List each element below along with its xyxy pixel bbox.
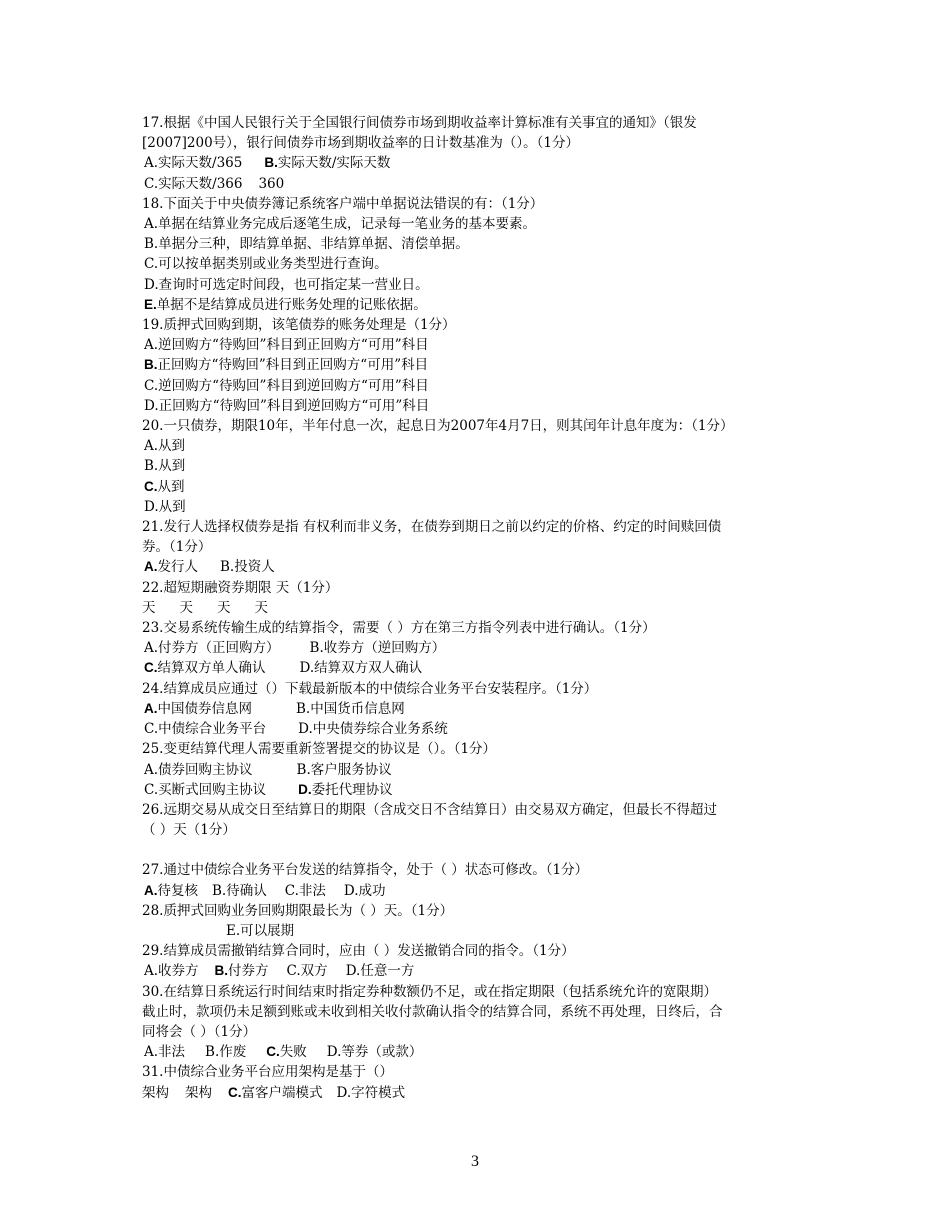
q30-stem-line1: 30.在结算日系统运行时间结束时指定券种数额仍不足，或在指定期限（包括系统允许的宽限期） <box>142 983 717 1000</box>
q26-stem-line2: （ ）天（1分） <box>142 822 236 839</box>
q21-option-a: 发行人 <box>157 559 198 576</box>
q30-answer-letter: C. <box>266 1044 280 1060</box>
q17-option-c: C.实际天数/366 <box>144 175 243 192</box>
q27-option-d: D.成功 <box>343 882 386 899</box>
q23-option-a: A.付券方（正回购方） <box>144 640 280 657</box>
q23-answer-letter: C. <box>144 660 158 676</box>
q25-options-row1 <box>142 760 810 780</box>
q22-option-3: 天 <box>217 599 231 616</box>
q27-stem: 27.通过中债综合业务平台发送的结算指令，处于（ ）状态可修改。（1分） <box>142 862 589 879</box>
q23-option-b: B.收券方（逆回购方） <box>309 640 446 657</box>
q20-option-c-row <box>142 477 810 497</box>
q18-option-e: 单据不是结算成员进行账务处理的记账依据。 <box>156 296 427 313</box>
q30-options-row <box>142 1042 810 1062</box>
page-number: 3 <box>471 1153 479 1170</box>
q22-option-2: 天 <box>179 599 193 616</box>
q23-stem: 23.交易系统传输生成的结算指令，需要（ ）方在第三方指令列表中进行确认。（1分） <box>142 620 656 637</box>
q27-option-c: C.非法 <box>284 882 326 899</box>
q29-stem: 29.结算成员需撤销结算合同时，应由（ ）发送撤销合同的指令。（1分） <box>142 943 575 960</box>
q31-option-b: 架构 <box>185 1084 212 1101</box>
q19-option-b-row <box>142 355 810 375</box>
q20-option-a: A.从到 <box>144 438 186 455</box>
q18-option-d: D.查询时可选定时间段，也可指定某一营业日。 <box>144 276 429 293</box>
q25-option-c: C.买断式回购主协议 <box>144 781 267 798</box>
q24-options-row2 <box>142 719 810 739</box>
q28-option-e: E.可以展期 <box>226 922 295 939</box>
q22-options-row <box>142 598 810 618</box>
q31-answer-letter: C. <box>228 1084 242 1100</box>
q27-options-row <box>142 881 810 901</box>
q28-stem: 28.质押式回购业务回购期限最长为（ ）天。（1分） <box>142 902 454 919</box>
q17-answer-letter: B. <box>264 155 278 171</box>
q25-options-row2 <box>142 780 810 800</box>
q29-option-b: 付券方 <box>228 963 269 980</box>
q30-option-d: D.等券（或款） <box>326 1044 423 1061</box>
q24-option-d: D.中央债券综合业务系统 <box>298 721 448 738</box>
q25-option-a: A.债券回购主协议 <box>144 761 253 778</box>
q23-options-row1 <box>142 638 810 658</box>
q23-options-row2 <box>142 658 810 678</box>
q30-option-a: A.非法 <box>144 1044 186 1061</box>
q27-option-b: B.待确认 <box>212 882 267 899</box>
q17-stem-line2: [2007]200号），银行间债券市场到期收益率的日计数基准为（）。（1分） <box>142 135 579 152</box>
q23-option-d: D.结算双方双人确认 <box>299 660 423 677</box>
q21-options-row <box>142 557 810 577</box>
q31-stem: 31.中债综合业务平台应用架构是基于（） <box>142 1064 393 1081</box>
q31-option-d: D.字符模式 <box>336 1084 406 1101</box>
q25-option-d: 委托代理协议 <box>311 781 393 798</box>
q18-stem: 18.下面关于中央债券簿记系统客户端中单据说法错误的有：（1分） <box>142 195 544 212</box>
q17-option-b: 实际天数/实际天数 <box>277 155 391 172</box>
q18-option-a: A.单据在结算业务完成后逐笔生成，记录每一笔业务的基本要素。 <box>144 216 537 233</box>
q30-option-c: 失败 <box>279 1044 307 1061</box>
q21-answer-letter: A. <box>144 559 158 575</box>
q30-stem-line3: 同将会（ ）（1分） <box>142 1023 257 1040</box>
q18-option-b: B.单据分三种，即结算单据、非结算单据、清偿单据。 <box>144 236 469 253</box>
q21-stem-line1: 21.发行人选择权债券是指 有权利而非义务，在债券到期日之前以约定的价格、约定的时间赎回债 <box>142 519 722 536</box>
q29-option-c: C.双方 <box>286 963 328 980</box>
q29-option-a: A.收券方 <box>144 963 199 980</box>
q17-option-d: 360 <box>258 175 285 192</box>
q19-option-a: A.逆回购方“待购回”科目到正回购方“可用”科目 <box>144 337 429 354</box>
q27-option-a: 待复核 <box>157 882 198 899</box>
q22-option-1: 天 <box>142 599 156 616</box>
q31-options-row <box>142 1083 810 1103</box>
q24-answer-letter: A. <box>144 700 158 716</box>
q22-option-4: 天 <box>254 599 268 616</box>
q29-answer-letter: B. <box>214 963 229 979</box>
q25-stem: 25.变更结算代理人需要重新签署提交的协议是（）。（1分） <box>142 741 497 758</box>
q24-option-a: 中国债券信息网 <box>157 700 252 717</box>
q19-option-d: D.正回购方“待购回”科目到逆回购方“可用”科目 <box>144 397 430 414</box>
q22-stem: 22.超短期融资券期限 天（1分） <box>142 579 339 596</box>
q20-stem: 20.一只债券，期限10年，半年付息一次，起息日为2007年4月7日，则其闰年计息年度为：（1分） <box>142 418 734 435</box>
q31-option-c: 富客户端模式 <box>241 1084 323 1101</box>
q17-option-a: A.实际天数/365 <box>144 155 243 172</box>
q29-options-row <box>142 961 810 981</box>
q25-option-b: B.客户服务协议 <box>296 761 392 778</box>
q19-option-c: C.逆回购方“待购回”科目到逆回购方“可用”科目 <box>144 377 429 394</box>
q20-option-d: D.从到 <box>144 498 186 515</box>
q23-option-c: 结算双方单人确认 <box>157 660 266 677</box>
q18-option-c: C.可以按单据类别或业务类型进行查询。 <box>144 256 388 273</box>
q17-options-row1 <box>142 153 810 173</box>
q17-stem-line1: 17.根据《中国人民银行关于全国银行间债券市场到期收益率计算标准有关事宜的通知》（银发 <box>142 115 697 131</box>
q25-answer-letter: D. <box>298 781 312 797</box>
q20-option-b: B.从到 <box>144 458 186 475</box>
q17-options-row2 <box>142 174 810 194</box>
q27-answer-letter: A. <box>144 882 158 898</box>
q30-stem-line2: 截止时，款项仍未足额到账或未收到相关收付款确认指令的结算合同，系统不再处理，日终后，合 <box>142 1003 723 1020</box>
blank-line <box>142 840 810 860</box>
q19-option-b: 正回购方“待购回”科目到正回购方“可用”科目 <box>157 357 429 374</box>
q29-option-d: D.任意一方 <box>345 963 415 980</box>
q30-option-b: B.作废 <box>205 1044 247 1061</box>
q26-stem-line1: 26.远期交易从成交日至结算日的期限（含成交日不含结算日）由交易双方确定，但最长不得超过 <box>142 801 717 818</box>
q31-option-a: 架构 <box>142 1084 169 1101</box>
q19-answer-letter: B. <box>144 357 158 373</box>
q20-option-c: 从到 <box>157 478 185 495</box>
q24-options-row1 <box>142 699 810 719</box>
q24-stem: 24.结算成员应通过（）下载最新版本的中债综合业务平台安装程序。（1分） <box>142 680 598 697</box>
q18-option-e-row <box>142 295 810 315</box>
q24-option-b: B.中国货币信息网 <box>296 700 405 717</box>
q18-answer-letter: E. <box>144 296 157 312</box>
question-list <box>142 113 810 1103</box>
q21-stem-line2: 券。（1分） <box>142 539 212 556</box>
q20-answer-letter: C. <box>144 478 158 494</box>
q19-stem: 19.质押式回购到期，该笔债券的账务处理是（1分） <box>142 317 456 334</box>
q24-option-c: C.中债综合业务平台 <box>144 721 267 738</box>
q21-option-b: B.投资人 <box>220 559 275 576</box>
